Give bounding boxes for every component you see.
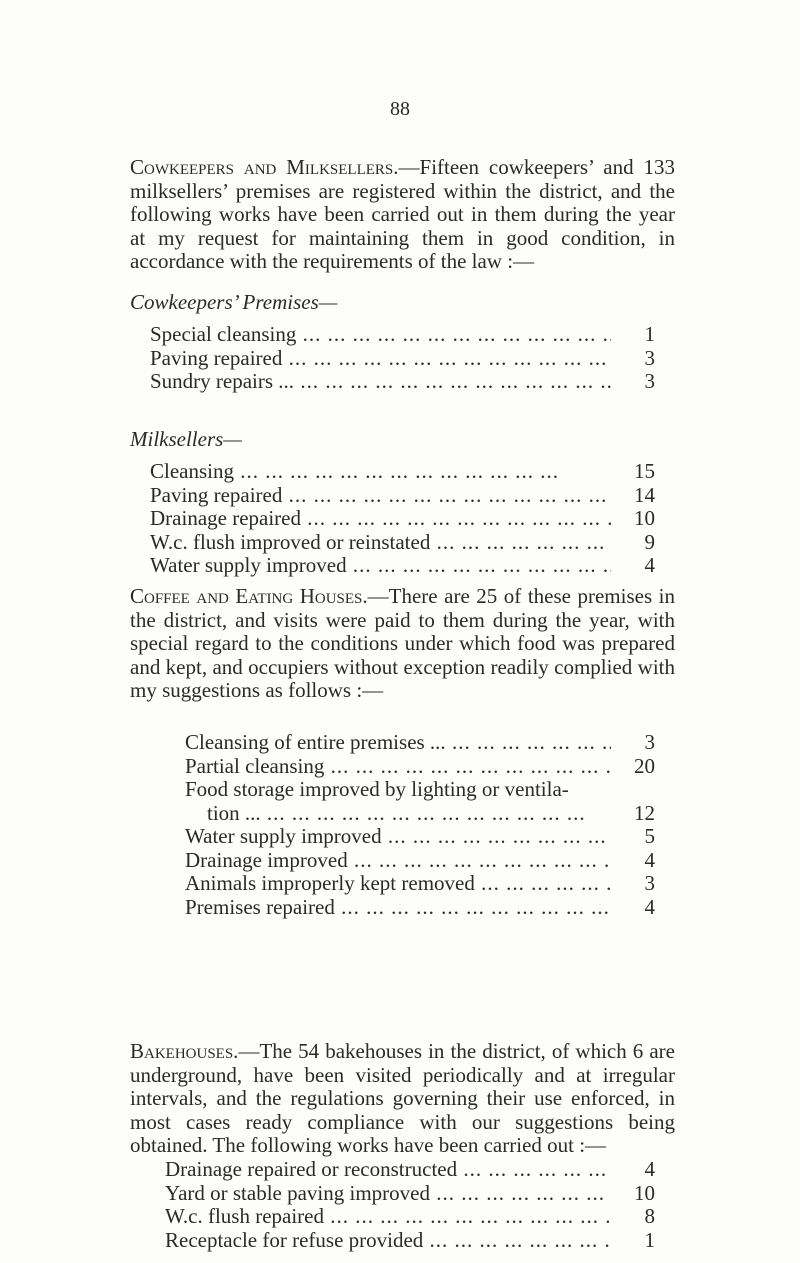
- item-label: W.c. flush repaired ... .: [165, 1205, 611, 1229]
- milksellers-list: [150, 460, 655, 578]
- list-item: [150, 460, 655, 484]
- item-label: Cleansing of entire premises ... ... .: [185, 731, 611, 755]
- item-count: 20: [634, 753, 655, 778]
- list-item: [150, 484, 655, 508]
- item-count: 15: [634, 459, 655, 483]
- item-label: Yard or stable paving improved ... .: [165, 1182, 611, 1206]
- item-label: tion ... ... .: [207, 802, 611, 826]
- list-item: [150, 531, 655, 555]
- list-item: [185, 849, 655, 873]
- item-label: Partial cleansing ... .: [185, 755, 611, 779]
- list-item: [185, 896, 655, 920]
- item-label: Premises repaired ... .: [185, 896, 611, 920]
- bakehouses-text: —The 54 bakehouses in the district, of which 6 are underground, have been visited periodically and at irregular intervals, and the regulations governing their use enforced, in most cases ready compliance with our suggestions being obtained. The following works have been carried out :—: [130, 1039, 675, 1157]
- list-item: [150, 347, 655, 371]
- list-item: [150, 323, 655, 347]
- item-label: Special cleansing ... .: [150, 323, 611, 347]
- list-item: [150, 554, 655, 578]
- list-item: [185, 755, 655, 779]
- item-label: Drainage repaired ... .: [150, 507, 611, 531]
- item-count: 3: [644, 871, 655, 895]
- page-number: 88: [390, 98, 410, 120]
- item-count: 10: [634, 1180, 655, 1205]
- bakehouses-paragraph: [130, 1040, 675, 1158]
- item-label: Paving repaired ... .: [150, 484, 611, 508]
- item-label: Food storage improved by lighting or ventila-: [185, 777, 569, 801]
- list-item: [185, 802, 655, 826]
- item-label: Water supply improved ... .: [185, 825, 611, 849]
- item-label: Paving repaired ... .: [150, 347, 611, 371]
- item-count: 12: [634, 800, 655, 825]
- list-item: [165, 1182, 655, 1206]
- list-item: [185, 731, 655, 755]
- item-count: 8: [644, 1204, 655, 1228]
- list-item: [165, 1229, 655, 1253]
- list-item: [150, 370, 655, 394]
- cowkeepers-text: —Fifteen cowkeepers’ and 133 milksellers’ premises are registered within the district, and the following works have been carried out in them during the year at my request for maintaining them in good condition, in accordance with the requirements of the law :—: [130, 155, 675, 273]
- item-count: 1: [644, 322, 655, 346]
- item-count: 4: [644, 1157, 655, 1181]
- coffee-paragraph: [130, 585, 675, 703]
- list-item: [165, 1205, 655, 1229]
- item-label: Animals improperly kept removed ... .: [185, 872, 611, 896]
- cowkeepers-paragraph: [130, 156, 675, 274]
- coffee-heading: Coffee and Eating Houses.: [130, 584, 368, 608]
- milksellers-title: Milksellers—: [130, 427, 242, 451]
- item-count: 10: [634, 506, 655, 530]
- bakehouses-list: [165, 1158, 655, 1252]
- bakehouses-heading: Bakehouses.: [130, 1039, 239, 1063]
- item-count: 3: [644, 345, 655, 370]
- item-count: 9: [644, 529, 655, 554]
- cowkeepers-heading: Cowkeepers and Milksellers.: [130, 155, 399, 179]
- item-count: 4: [644, 847, 655, 872]
- item-label: Water supply improved ... .: [150, 554, 611, 578]
- list-item: [165, 1158, 655, 1182]
- coffee-list: [185, 731, 655, 919]
- item-label: W.c. flush improved or reinstated ... .: [150, 531, 611, 555]
- item-label: Drainage repaired or reconstructed ... .: [165, 1158, 611, 1182]
- item-count: 4: [644, 553, 655, 577]
- item-count: 3: [644, 369, 655, 393]
- item-label: Receptacle for refuse provided ... .: [165, 1229, 611, 1253]
- item-count: 3: [644, 730, 655, 754]
- item-count: 5: [644, 824, 655, 848]
- item-count: 4: [644, 894, 655, 919]
- cowkeepers-premises-title: Cowkeepers’ Premises—: [130, 290, 338, 314]
- item-count: 14: [634, 482, 655, 507]
- item-label: Cleansing ... .: [150, 460, 611, 484]
- item-label: Drainage improved ... .: [185, 849, 611, 873]
- list-item: [185, 872, 655, 896]
- item-label: Sundry repairs ... ... .: [150, 370, 611, 394]
- list-item: [185, 825, 655, 849]
- coffee-text: —There are 25 of these premises in the district, and visits were paid to them during the year, with special regard to the conditions under which food was prepared and kept, and occupiers without exception readily complied with my suggestions as follows :—: [130, 584, 675, 702]
- list-item: [150, 507, 655, 531]
- list-item: [185, 778, 655, 802]
- item-count: 1: [644, 1227, 655, 1252]
- cowkeepers-premises-list: [150, 323, 655, 394]
